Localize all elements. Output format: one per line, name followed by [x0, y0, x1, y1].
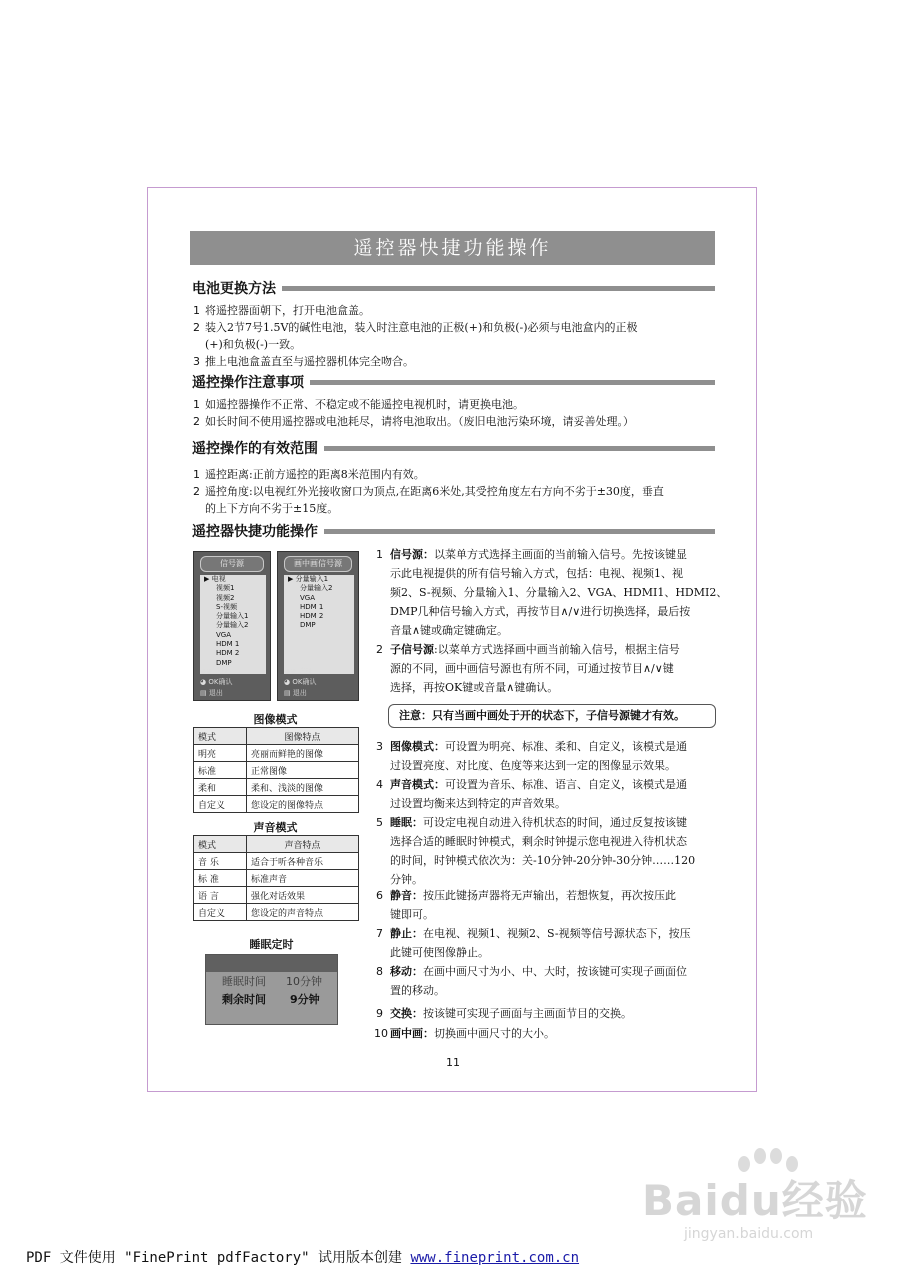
battery-item-3: 3 推上电池盒盖直至与遥控器机体完全吻合。 — [193, 355, 414, 368]
section-notes-heading — [192, 373, 715, 391]
page-title: 遥控器快捷功能操作 — [190, 231, 715, 265]
pip-source-menu-header: 画中画信号源 — [284, 556, 352, 572]
remaining-time-row: 剩余时间 9分钟 — [222, 993, 320, 1006]
battery-item-2: 2 装入2节7号1.5V的碱性电池，装入时注意电池的正极(+)和负极(-)必须与电池盒内的正极 — [193, 321, 638, 334]
watermark-brand: Baidu经验 — [642, 1176, 868, 1225]
exit-hint: ▤ 退出 — [200, 689, 223, 697]
baidu-watermark — [642, 1146, 892, 1246]
range-item-2-cont: 的上下方向不劣于±15度。 — [205, 502, 339, 515]
section-rule — [310, 380, 715, 385]
selected-arrow-icon: ▶ — [288, 575, 296, 583]
source-menu-list — [200, 575, 266, 674]
pip-source-menu-item: HDM 2 — [300, 612, 324, 621]
source-menu-osd — [193, 551, 271, 701]
notes-item-1: 1 如遥控器操作不正常、不稳定或不能遥控电视机时，请更换电池。 — [193, 398, 524, 411]
table-row: 语 言 强化对话效果 — [194, 887, 359, 904]
ok-hint: ◕ OK确认 — [284, 678, 317, 686]
function-item-7: 7 静止：在电视、视频1、视频2、S-视频等信号源状态下，按压 此键可使图像静止。 — [376, 927, 691, 959]
section-title: 遥控操作的有效范围 — [192, 441, 318, 457]
sleep-caption: 睡眠定时 — [249, 938, 294, 951]
table-row: 自定义 您设定的图像特点 — [194, 796, 359, 813]
picture-table-caption: 图像模式 — [253, 713, 298, 726]
pdf-footer: PDF 文件使用 "FinePrint pdfFactory" 试用版本创建 www.fineprint.com.cn — [26, 1250, 580, 1266]
selected-arrow-icon: ▶ — [204, 575, 212, 583]
sleep-time-row: 睡眠时间 10分钟 — [222, 975, 322, 988]
battery-item-2-cont: (+)和负极(-)一致。 — [205, 338, 302, 351]
section-title: 电池更换方法 — [192, 281, 276, 297]
source-menu-header: 信号源 — [200, 556, 264, 572]
table-row: 柔和 柔和、浅淡的图像 — [194, 779, 359, 796]
function-item-9: 9 交换：按该键可实现子画面与主画面节目的交换。 — [376, 1007, 632, 1020]
source-menu-item: 分量输入2 — [216, 621, 249, 630]
sound-table-caption: 声音模式 — [253, 821, 298, 834]
ok-icon: ◕ — [284, 678, 293, 686]
source-menu-item: VGA — [216, 630, 232, 639]
table-header-row: 模式 图像特点 — [194, 728, 359, 745]
source-menu-item: DMP — [216, 658, 232, 667]
source-menu-item: HDM 2 — [216, 649, 240, 658]
section-title: 遥控器快捷功能操作 — [192, 524, 318, 540]
sleep-timer-osd — [205, 954, 338, 1025]
section-title: 遥控操作注意事项 — [192, 375, 304, 391]
menu-icon: ▤ — [200, 689, 209, 697]
select-hint: ◕◕ 选择 — [200, 667, 229, 675]
sound-mode-table — [193, 835, 359, 921]
pip-source-menu-item: 分量输入2 — [300, 584, 333, 593]
function-item-6: 6 静音：按压此键扬声器将无声输出，若想恢复，再次按压此 键即可。 — [376, 889, 676, 921]
page-number: 11 — [446, 1056, 460, 1069]
function-item-10: 10 画中画：切换画中画尺寸的大小。 — [374, 1027, 555, 1040]
source-menu-item: ▶ 电视 — [204, 575, 226, 583]
source-menu-item: HDM 1 — [216, 640, 240, 649]
watermark-url: jingyan.baidu.com — [684, 1226, 814, 1242]
section-battery-heading — [192, 279, 715, 297]
pip-source-menu-osd — [277, 551, 359, 701]
function-item-2: 2 子信号源:以菜单方式选择画中画当前输入信号，根据主信号 源的不同，画中画信号源也有所不同，可通过按节目∧/∨键 选择，再按OK键或音量∧键确认。 — [376, 643, 680, 694]
function-item-4: 4 声音模式：可设置为音乐、标准、语言、自定义，该模式是通 过设置均衡来达到特定的声音效果。 — [376, 778, 687, 810]
section-shortcut-heading — [192, 522, 715, 540]
notes-item-2: 2 如长时间不使用遥控器或电池耗尽，请将电池取出。（废旧电池污染环境，请妥善处理。） — [193, 415, 634, 428]
pip-note-box: 注意：只有当画中画处于开的状态下，子信号源键才有效。 — [388, 704, 716, 728]
menu-icon: ▤ — [284, 689, 293, 697]
fineprint-link[interactable]: www.fineprint.com.cn — [410, 1250, 580, 1266]
source-menu-item: S-视频 — [216, 602, 237, 611]
select-hint: ◕◕ 选择 — [284, 667, 313, 675]
function-item-1: 1 信号源：以菜单方式选择主画面的当前输入信号。先按该键显 示此电视提供的所有信号输入方式，包括：电视、视频1、视 频2、S-视频、分量输入1、分量输入2、VGA、HDMI1、HDMI2、 DMP几种信号输入方式，再按节目∧/∨进行切换选择，最后按 音量∧键或确定键确定。 — [376, 548, 728, 637]
section-rule — [324, 529, 715, 534]
table-header-row: 模式 声音特点 — [194, 836, 359, 853]
source-menu-item: 视频2 — [216, 593, 235, 602]
range-item-1: 1 遥控距离:正前方遥控的距离8米范围内有效。 — [193, 468, 425, 481]
range-item-2: 2 遥控角度:以电视红外光接收窗口为顶点,在距离6米处,其受控角度左右方向不劣于±30度，垂直 — [193, 485, 664, 498]
source-menu-item: 视频1 — [216, 584, 235, 593]
section-rule — [324, 446, 715, 451]
function-item-8: 8 移动：在画中画尺寸为小、中、大时，按该键可实现子画面位 置的移动。 — [376, 965, 687, 997]
pip-source-menu-item: DMP — [300, 621, 316, 630]
battery-item-1: 1 将遥控器面朝下，打开电池盒盖。 — [193, 304, 370, 317]
exit-hint: ▤ 退出 — [284, 689, 307, 697]
table-row: 标准 正常图像 — [194, 762, 359, 779]
table-row: 自定义 您设定的声音特点 — [194, 904, 359, 921]
ok-icon: ◕ — [200, 678, 209, 686]
pip-source-menu-item: VGA — [300, 593, 316, 602]
table-row: 音 乐 适合于听各种音乐 — [194, 853, 359, 870]
updown-arrows-icon: ◕◕ — [200, 667, 215, 675]
function-item-5: 5 睡眠：可设定电视自动进入待机状态的时间，通过反复按该键 选择合适的睡眠时钟模式，剩余时钟提示您电视进入待机状态 的时间，时钟模式依次为：关-10分钟-20分钟-30分钟……120 分钟。 — [376, 816, 696, 886]
pip-source-menu-item: HDM 1 — [300, 602, 324, 611]
table-row: 明亮 亮丽而鲜艳的图像 — [194, 745, 359, 762]
pip-source-menu-item: ▶ 分量输入1 — [288, 575, 329, 583]
ok-hint: ◕ OK确认 — [200, 678, 233, 686]
source-menu-item: 分量输入1 — [216, 612, 249, 621]
section-rule — [282, 286, 715, 291]
function-item-3: 3 图像模式：可设置为明亮、标准、柔和、自定义，该模式是通 过设置亮度、对比度、色度等来达到一定的图像显示效果。 — [376, 740, 687, 772]
section-range-heading — [192, 439, 715, 457]
table-row: 标 准 标准声音 — [194, 870, 359, 887]
sleep-osd-header — [206, 955, 337, 972]
picture-mode-table — [193, 727, 359, 813]
updown-arrows-icon: ◕◕ — [284, 667, 299, 675]
pip-source-menu-list — [284, 575, 354, 674]
